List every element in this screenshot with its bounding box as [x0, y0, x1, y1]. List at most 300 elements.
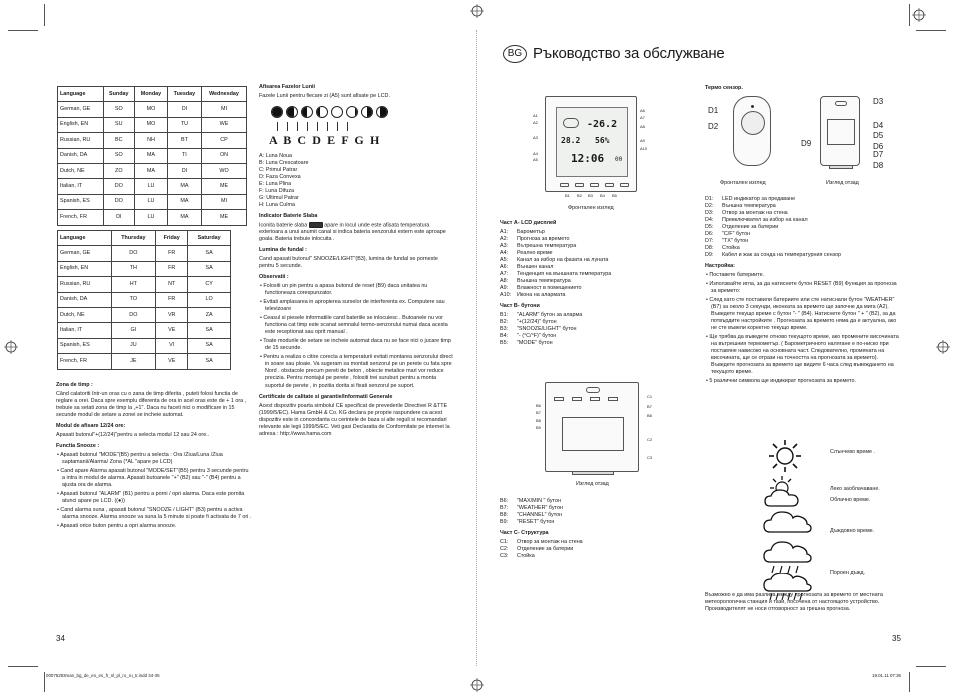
table-cell: JE — [111, 354, 155, 369]
table-row — [58, 323, 231, 338]
bullet-item: • Toate modurile de setare se incheie automat daca nu se face nici o jucare timp de 15 secunde. — [260, 338, 451, 352]
moon-waxing-gibbous-icon — [316, 106, 328, 118]
table-cell: German, GE — [58, 102, 104, 117]
table-row — [58, 210, 247, 225]
modul-text: Apasati butonul"+(12/24)"pentru a selecta modul 12 sau 24 ore.. — [56, 432, 210, 439]
list-item — [500, 333, 670, 340]
button-b7[interactable] — [572, 397, 582, 401]
table-cell: TU — [167, 117, 201, 132]
table-cell: Italian, IT — [58, 323, 112, 338]
back-view-caption: Изглед отзад — [576, 481, 609, 487]
callout-label: C1 — [647, 394, 653, 399]
list-item-value: Отвор за монтаж на стена — [722, 210, 788, 217]
list-item — [500, 264, 670, 271]
sensor-back-view — [820, 96, 860, 166]
list-item-value: Икона на алармата — [517, 292, 566, 299]
list-item — [705, 210, 901, 217]
list-item-value: Реално време — [517, 250, 553, 257]
list-item-key: C1: — [500, 539, 509, 546]
part-b-list — [500, 312, 670, 347]
sensor-front-caption: Фронтален изглед — [720, 180, 766, 186]
crop-mark-vbr — [909, 672, 910, 692]
footnote: Възможно е да има разлика между прогнозата за времето от местната метеорологична станция и тази, посочена от настоящото устройство. Производителят не носи отговорност за грешна прогноза. — [705, 592, 883, 613]
part-b2-list — [500, 498, 670, 526]
table-cell: VR — [156, 307, 188, 322]
table-header-cell: Tuesday — [167, 87, 201, 102]
weather-label: Пороен дъжд. — [830, 570, 865, 576]
table-cell: DO — [103, 194, 135, 209]
list-item-value: Барометър — [517, 229, 545, 236]
list-item — [500, 340, 670, 347]
afisarea-title: Afisarea Fazelor Lunii — [259, 84, 316, 90]
list-item-key: A7: — [500, 271, 509, 278]
table-cell: DO — [111, 307, 155, 322]
table-cell: NT — [156, 277, 188, 292]
setup-list — [705, 272, 901, 385]
table-cell: DI — [167, 102, 201, 117]
button-b2[interactable] — [575, 183, 584, 187]
list-item-key: B3: — [500, 326, 509, 333]
lcd-indoor-temp: 28.2 — [561, 136, 581, 145]
bullet-item: • След като сте поставили батериите или сте натиснали бутон "WEATHER" (B7) за около 3 секунди, иконката за времето ще започне да мига (A2). Въведете текущо време с бутон "- " (B4). Натиснете бутон " + " (B2), за да потвърдите настройките . Прогнозата за времето няма да е актуална, ако не сте въвели коректно текущо време. — [706, 297, 897, 332]
moon-phase-item: A: Luna Noua — [259, 152, 292, 159]
table-cell: MA — [167, 210, 201, 225]
button-b5[interactable] — [620, 183, 629, 187]
part-a-list — [500, 229, 670, 299]
cert-text: Acest dispozitiv poarta simbolul CE specificat de preveder​ile Directivei R &TTE (1999/5/EC). Hama GmbH & Co. KG declara pe proprie raspundere ca acest dispozitiv este in concordanta cu cerintele de baza si alte reguli si recomandari relevante ale legii 1999/5/EC. Veti gasi Declaratia de Conformitate pe internet la adresa : http://www.hama.com — [259, 402, 450, 437]
table-cell: DO — [111, 246, 155, 261]
list-item-value: "RESET" бутон — [517, 519, 555, 526]
crop-mark-tr — [916, 30, 946, 31]
list-item — [500, 250, 670, 257]
list-item — [500, 326, 670, 333]
table-row — [58, 179, 247, 194]
list-item-key: B7: — [500, 505, 509, 512]
sensor-title: Термо сензор. — [705, 85, 743, 91]
list-item — [705, 203, 901, 210]
callout-label: B2 — [577, 193, 582, 198]
baterie-title: Indicator Baterie Slaba — [259, 212, 318, 219]
callout-label: A10 — [640, 146, 648, 151]
list-item-key: D7: — [705, 238, 714, 245]
list-item — [500, 498, 670, 505]
list-item-value: "MAX/MIN " бутон — [517, 498, 561, 504]
station-back-view — [545, 382, 639, 472]
footer-file: 00075293man_bg_de_en_es_fr_nl_pl_ro_ru_tr.indd 34-35 — [46, 673, 160, 678]
cert-title: Certificate de calitate si garantie/Informatii Generale — [259, 393, 393, 400]
table-row — [58, 277, 231, 292]
table-cell: French, FR — [58, 354, 112, 369]
lcd-outdoor-temp: -26.2 — [587, 119, 618, 130]
sensor-display — [741, 111, 765, 135]
list-item — [705, 231, 901, 238]
callout-label: D7 — [873, 150, 884, 159]
table-cell: Russian, RU — [58, 133, 104, 148]
sensor-mount-hole — [835, 101, 847, 106]
list-item — [500, 312, 670, 319]
obs-title: Observatii : — [259, 274, 289, 281]
list-item-key: A10: — [500, 292, 512, 299]
list-item — [705, 196, 901, 203]
table-cell: MA — [135, 148, 168, 163]
list-item-key: D1: — [705, 196, 714, 202]
right-page-number: 35 — [892, 634, 901, 643]
lcd-humidity: 56% — [595, 136, 610, 145]
list-item-value: Отделение за батерии — [722, 224, 779, 231]
table-row — [58, 307, 231, 322]
table-cell: TI — [167, 148, 201, 163]
callout-label: B6 — [536, 403, 541, 408]
list-item — [500, 257, 670, 264]
language-badge: BG — [503, 45, 527, 63]
table-cell: DO — [103, 179, 135, 194]
table-header-cell: Language — [58, 87, 104, 102]
crop-mark-vl — [44, 4, 45, 26]
weekday-table-2 — [57, 230, 231, 370]
part-c-title: Част С- Структура — [500, 530, 549, 537]
table-cell: LU — [135, 194, 168, 209]
moon-phase-row — [271, 106, 454, 118]
table-cell: MI — [202, 102, 247, 117]
table-cell: Italian, IT — [58, 179, 104, 194]
registration-mark-bottom-icon — [470, 678, 484, 692]
table-cell: JU — [111, 338, 155, 353]
sensor-front-view — [733, 96, 771, 166]
table-row — [58, 148, 247, 163]
button-b9[interactable] — [608, 397, 618, 401]
table-cell: Russian, RU — [58, 277, 112, 292]
footer-date: 19.01.11 07:36 — [872, 673, 901, 678]
list-item-key: A6: — [500, 264, 509, 271]
table-cell: Spanish, ES — [58, 194, 104, 209]
sensor-section — [705, 196, 901, 387]
list-item-value: "CHANNEL" бутон — [517, 512, 563, 519]
table-cell: SA — [188, 354, 231, 369]
baterie-text-1: Iconita baterie slaba — [259, 222, 308, 229]
moon-phase-item: F: Luna Difuza — [259, 187, 295, 194]
list-item-value: Вътрешна температура — [517, 243, 577, 250]
baterie-text-2: apare in locul unde este afisata temperatura exterioara a unui anumit canal si indica bateria senzorului extern este aproape goala. Bateria trebuie inlocuita . — [259, 222, 446, 243]
list-item — [500, 292, 670, 299]
modul-title: Modul de afisare 12/24 ore: — [56, 423, 126, 430]
callout-label: B8 — [647, 413, 652, 418]
table-cell: ZA — [188, 307, 231, 322]
list-item-key: B6: — [500, 498, 509, 504]
bullet-item: • Apasati butonul "ALARM" (B1) pentru a porni / opri alarma. Daca este pornita atunci apare pe LCD. ((●)) — [57, 491, 245, 505]
weather-label: Леко заоблачаване. — [830, 486, 880, 492]
moon-full-icon — [331, 106, 343, 118]
lumina-text: Cand apasati butonul" SNOOZE/LIGHT"(B3), lumina de fundal se porneste pentru 5 secunde. — [259, 256, 438, 270]
table-cell: TH — [111, 261, 155, 276]
list-item-value: Външна температура — [517, 278, 571, 285]
list-item — [500, 243, 670, 250]
callout-label: D5 — [873, 131, 884, 140]
sensor-list — [705, 196, 901, 259]
table-row — [58, 292, 231, 307]
weather-label: Слънчево време . — [830, 449, 876, 455]
list-item-key: A3: — [500, 243, 509, 250]
list-item — [500, 539, 670, 546]
part-b2-section — [500, 498, 670, 560]
list-item-value: "WEATHER" бутон — [517, 505, 563, 512]
list-item — [705, 217, 901, 224]
callout-label: B7 — [536, 410, 541, 415]
button-b1[interactable] — [560, 183, 569, 187]
callout-label: D6 — [873, 142, 884, 151]
list-item-key: C2: — [500, 546, 509, 553]
list-item-key: A9: — [500, 285, 509, 292]
list-item-value: "SNOOZE/LIGHT" бутон — [517, 326, 577, 333]
callout-label: B9 — [536, 425, 541, 430]
table-cell: Danish, DA — [58, 292, 112, 307]
list-item-key: B9: — [500, 519, 509, 526]
registration-mark-left-icon — [4, 340, 18, 354]
list-item-key: B4: — [500, 333, 509, 340]
callout-label: D4 — [873, 121, 884, 130]
bullet-item: • Folositi un pin pentru a apasa butonul de reset (B9) daca unitatea nu functioneaza corespunzator. — [260, 283, 428, 297]
table-cell: Dutch, NE — [58, 307, 112, 322]
list-item-key: D5: — [705, 224, 714, 231]
moon-phase-item: C: Primul Patrar — [259, 166, 298, 173]
list-item-key: D2: — [705, 203, 714, 210]
table-cell: TO — [111, 292, 155, 307]
table-header-cell: Saturday — [188, 231, 231, 246]
list-item-key: A2: — [500, 236, 509, 243]
moon-waning-gibbous-icon — [346, 106, 358, 118]
obs-list — [259, 283, 454, 389]
list-item-value: Превключвател за избор на канал — [722, 217, 808, 224]
bullet-item: • Поставете батериите. — [706, 272, 765, 279]
list-item-key: A5: — [500, 257, 509, 264]
table-cell: MA — [135, 163, 168, 178]
table-cell: CP — [202, 133, 247, 148]
callout-label: B8 — [536, 418, 541, 423]
bullet-item: • Ceasul si piesele informatiile cand bateriile se inlocuiesc . Butoanele nu vor functiona cat timp este scanat semnalul termo-senzorului numai daca acesta este receptionat sau oprit manual . — [260, 315, 448, 336]
station-front-view — [545, 96, 637, 192]
list-item-value: Отделение за батерии — [517, 546, 574, 553]
callout-label: B5 — [612, 193, 617, 198]
callout-label: A1 — [533, 113, 538, 118]
moon-phase-letters: A B C D E F G H — [269, 133, 381, 148]
moon-waxing-crescent-icon — [286, 106, 298, 118]
table-row — [58, 117, 247, 132]
table-cell: SA — [188, 323, 231, 338]
button-b4[interactable] — [605, 183, 614, 187]
station-lcd — [556, 107, 628, 177]
list-item-value: Кабел и жак за сонда на температурния сензор — [722, 252, 841, 259]
callout-label: A8 — [640, 124, 645, 129]
callout-label: A3 — [533, 135, 538, 140]
table-cell: BT — [167, 133, 201, 148]
setup-title: Настройка: — [705, 263, 735, 270]
part-c-list — [500, 539, 670, 560]
list-item-value: Прогноза за времето — [517, 236, 570, 243]
table-cell: English, EN — [58, 261, 112, 276]
moon-new-icon — [271, 106, 283, 118]
table-cell: MI — [202, 194, 247, 209]
button-b3[interactable] — [590, 183, 599, 187]
wall-mount-hole — [586, 387, 600, 393]
list-item — [705, 252, 901, 259]
title-text: Ръководство за обслужване — [533, 45, 725, 62]
table-row — [58, 354, 231, 369]
table-cell: DI — [103, 210, 135, 225]
crop-mark-tl — [8, 30, 38, 31]
table-cell: MO — [135, 102, 168, 117]
page-title — [503, 44, 725, 64]
table-cell: WO — [202, 163, 247, 178]
table-cell: Spanish, ES — [58, 338, 112, 353]
lcd-seconds: 00 — [615, 156, 623, 163]
bullet-item: • Cand apare Alarma apasati butonul "MODE/SET"(B5) pentru 3 secunde pentru a intra in modul de alarma. Apasati butoanele "+" (B2) sau "-" (B4) pentru a ajusta ora de alarma. — [57, 468, 249, 489]
table-header-cell: Wednesday — [202, 87, 247, 102]
zona-title: Zona de timp : — [56, 382, 93, 388]
table-cell: MO — [135, 117, 168, 132]
table-cell: VE — [156, 354, 188, 369]
list-item-value: Канал за избор на фазата на луната — [517, 257, 609, 264]
registration-mark-top-icon — [470, 4, 484, 18]
bullet-item: • Pentru a realiza o citire corecta a temperaturii evitati montarea senzorului direct in soare sau ploaie. Va sugeram sa montati senzorul pe un perete cu fata spre Nord . obstacole precum pereti de beton , obiecte metalice mari vor reduce precizia. Pentru montajul pe perete , folositi trei suruburi pentru a monta suportul de perete , in pozitia dorita si fixati senzorul pe suport. — [260, 354, 453, 389]
table-header-cell: Language — [58, 231, 112, 246]
part-b-title: Част В- бутони — [500, 303, 540, 310]
list-item-value: Стойка — [517, 553, 535, 560]
battery-icon — [309, 222, 323, 228]
table-cell: ME — [202, 210, 247, 225]
list-item-value: "MODE" бутон — [517, 340, 553, 347]
list-item — [705, 245, 901, 252]
bullet-item: • 5 различни символа ще индикират прогнозата за времето. — [706, 378, 856, 385]
table-header-cell: Thursday — [111, 231, 155, 246]
list-item-key: D4: — [705, 217, 714, 224]
table-cell: CY — [188, 277, 231, 292]
table-row — [58, 133, 247, 148]
afisarea-text: Fazele Lunii pentru fiecare zi (A5) sunt afisate pe LCD. — [259, 93, 390, 100]
table-cell: Danish, DA — [58, 148, 104, 163]
moon-first-quarter-icon — [301, 106, 313, 118]
bullet-item: • Apasati butonul "MODE"(B5) pentru a selecta : Ora /Ziua/Luna /Ziua saptamanii/Alarma/ Zona (*AL "apare pe LCD) — [57, 452, 223, 466]
table-cell: SA — [188, 246, 231, 261]
list-item — [500, 236, 670, 243]
table-cell: SA — [188, 338, 231, 353]
table-row — [58, 194, 247, 209]
list-item-value: "+(12/24)" бутон — [517, 319, 557, 326]
callout-label: B4 — [600, 193, 605, 198]
list-item-value: Отвор за монтаж на стена — [517, 539, 583, 546]
lumina-title: Lumina de fundal : — [259, 247, 307, 254]
left-page-number: 34 — [56, 634, 65, 643]
table-cell: French, FR — [58, 210, 104, 225]
table-cell: LO — [188, 292, 231, 307]
table-cell: BC — [103, 133, 135, 148]
list-item-value: Стойка — [722, 245, 740, 252]
callout-label: D9 — [801, 139, 812, 148]
callout-label: B7 — [647, 404, 652, 409]
list-item-key: A1: — [500, 229, 509, 236]
weekday-table-1 — [57, 86, 247, 226]
list-item-value: Външен канал — [517, 264, 554, 271]
bullet-item: • Apasati orice buton pentru a opri alarma snooze. — [57, 523, 177, 530]
callout-label: C2 — [647, 437, 653, 442]
callout-label: D1 — [708, 106, 719, 115]
table-cell: FR — [156, 261, 188, 276]
list-item-value: "- (°C/°F)" бутон — [517, 333, 557, 340]
table-header-cell: Sunday — [103, 87, 135, 102]
list-item-key: B1: — [500, 312, 509, 319]
list-item — [705, 224, 901, 231]
callout-label: B1 — [565, 193, 570, 198]
button-b8[interactable] — [590, 397, 600, 401]
callout-label: A7 — [640, 115, 645, 120]
list-item — [500, 319, 670, 326]
moon-phase-item: D: Faza Convexa — [259, 173, 301, 180]
bullet-item: • Ще трябва да въведете отново текущото време, ако промените височината на вътрешния термометър. ( Барометричното налягане е по-ниско при поставяне нависоко на основната част. Следователно, промяната на височината, ще се отрази на точността на прогнозата за времето). Въведете прогнозата за времето ще видите 6 часа след въвеждането на текущото време. — [706, 334, 899, 376]
table-header-cell: Friday — [156, 231, 188, 246]
list-item-value: "TX" бутон — [722, 238, 749, 245]
moon-phase-item: H: Luna Culma — [259, 201, 295, 208]
sensor-back-caption: Изглед отзад — [826, 180, 859, 186]
table-header-row — [58, 231, 231, 246]
weather-label: Облачно време. — [830, 497, 871, 503]
weather-label: Дъждовно време. — [830, 528, 875, 534]
callout-label: A5 — [533, 157, 538, 162]
list-item-value: "ALARM" бутон за аларма — [517, 312, 583, 319]
part-a-section — [500, 220, 670, 347]
baterie-text — [259, 222, 454, 243]
list-item — [500, 278, 670, 285]
list-item — [500, 229, 670, 236]
sun-icon — [765, 438, 805, 477]
callout-label: A4 — [533, 151, 538, 156]
crop-mark-vr — [909, 4, 910, 26]
list-item — [500, 271, 670, 278]
snooze-title: Functia Snooze : — [56, 443, 100, 450]
table-cell: DI — [167, 163, 201, 178]
button-b6[interactable] — [554, 397, 564, 401]
lcd-weather-icon — [563, 118, 579, 128]
table-cell: LU — [135, 210, 168, 225]
battery-compartment — [562, 417, 624, 451]
list-item-key: C3: — [500, 553, 509, 560]
snooze-list — [56, 452, 252, 530]
moon-phase-ticks — [277, 122, 454, 131]
callout-label: D8 — [873, 161, 884, 170]
list-item-value: Тенденция на външната температура — [517, 271, 612, 278]
list-item-value: Външна температура — [722, 203, 776, 210]
stand — [572, 471, 614, 475]
station-buttons — [560, 183, 629, 187]
zona-text: Când calatoriti într-un oras cu o zana de timp diferita , puteti folosi functia de reglare a orei. Daca spre exemplu diferenta de ora in acel oras este de + 1 ora , trebuie sa setati zona de timp la „+1". Daca nu faceti nici o modificare in 15 secunde modul de setare a zonei se incheie automat. — [56, 391, 247, 419]
list-item-value: LED индикатор за предаване — [722, 196, 796, 202]
sensor-battery-compartment — [827, 119, 855, 145]
registration-mark-far-right-icon — [936, 340, 950, 354]
table-header-cell: Monday — [135, 87, 168, 102]
callout-label: A9 — [640, 138, 645, 143]
callout-label: C3 — [647, 455, 653, 460]
part-a-title: Част А- LCD дисплей — [500, 220, 557, 226]
callout-label: D3 — [873, 97, 884, 106]
table-cell: SO — [103, 102, 135, 117]
table-cell: SU — [103, 117, 135, 132]
list-item-key: B8: — [500, 512, 509, 519]
sensor-led — [751, 105, 754, 108]
left-text-column — [56, 378, 252, 532]
front-view-caption: Фронтален изглед — [568, 205, 614, 211]
registration-mark-right-icon — [912, 8, 926, 22]
list-item-key: D6: — [705, 231, 714, 238]
table-cell: GI — [111, 323, 155, 338]
table-cell: FR — [156, 292, 188, 307]
cloudy-icon — [762, 508, 812, 539]
